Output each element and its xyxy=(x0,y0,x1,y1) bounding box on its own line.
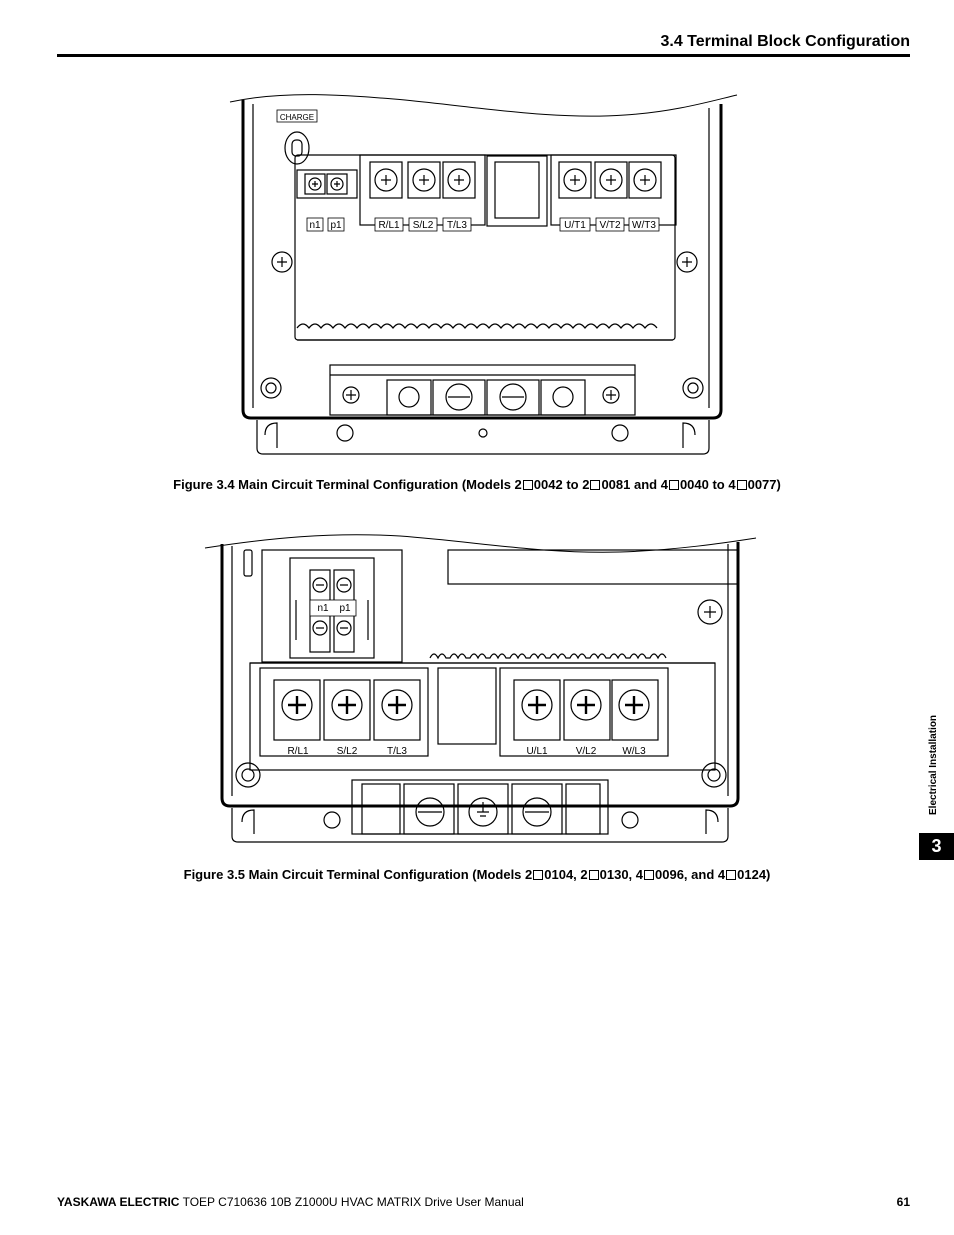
figure-3-5-diagram xyxy=(200,530,760,850)
terminal-label-u-t1: U/T1 xyxy=(564,220,586,231)
charge-label: CHARGE xyxy=(279,113,315,122)
terminal-label-n1: n1 xyxy=(309,220,321,231)
footer xyxy=(57,1195,524,1209)
terminal-label-p1: p1 xyxy=(339,603,351,614)
figure-3-4-diagram xyxy=(225,90,745,460)
figure-3-4-caption: Figure 3.4 Main Circuit Terminal Configuration (Models 2 0042 to 2 0081 and 4 0040 to 4 0077) xyxy=(173,477,781,492)
terminal-label-w-t3: W/T3 xyxy=(632,220,656,231)
terminal-label-v-l2: V/L2 xyxy=(575,746,597,757)
terminal-label-v-t2: V/T2 xyxy=(599,220,621,231)
terminal-label-s-l2: S/L2 xyxy=(412,220,434,231)
terminal-label-p1: p1 xyxy=(330,220,342,231)
terminal-label-r-l1: R/L1 xyxy=(378,220,400,231)
terminal-label-r-l1: R/L1 xyxy=(287,746,309,757)
chapter-number-tab: 3 xyxy=(919,833,954,860)
section-title: 3.4 Terminal Block Configuration xyxy=(660,33,910,50)
footer-brand: YASKAWA ELECTRIC xyxy=(57,1195,180,1209)
footer-doc-title: TOEP C710636 10B Z1000U HVAC MATRIX Drive User Manual xyxy=(179,1195,524,1209)
figure-3-5-caption: Figure 3.5 Main Circuit Terminal Configuration (Models 2 0104, 2 0130, 4 0096, and 4 0124) xyxy=(183,867,771,882)
terminal-label-u-l1: U/L1 xyxy=(526,746,548,757)
terminal-label-n1: n1 xyxy=(317,603,329,614)
terminal-label-t-l3: T/L3 xyxy=(446,220,468,231)
terminal-label-s-l2: S/L2 xyxy=(336,746,358,757)
terminal-label-t-l3: T/L3 xyxy=(386,746,408,757)
header-rule xyxy=(57,54,910,57)
chapter-side-label: Electrical Installation xyxy=(928,714,939,815)
page-number: 61 xyxy=(896,1195,910,1209)
terminal-label-w-l3: W/L3 xyxy=(622,746,646,757)
